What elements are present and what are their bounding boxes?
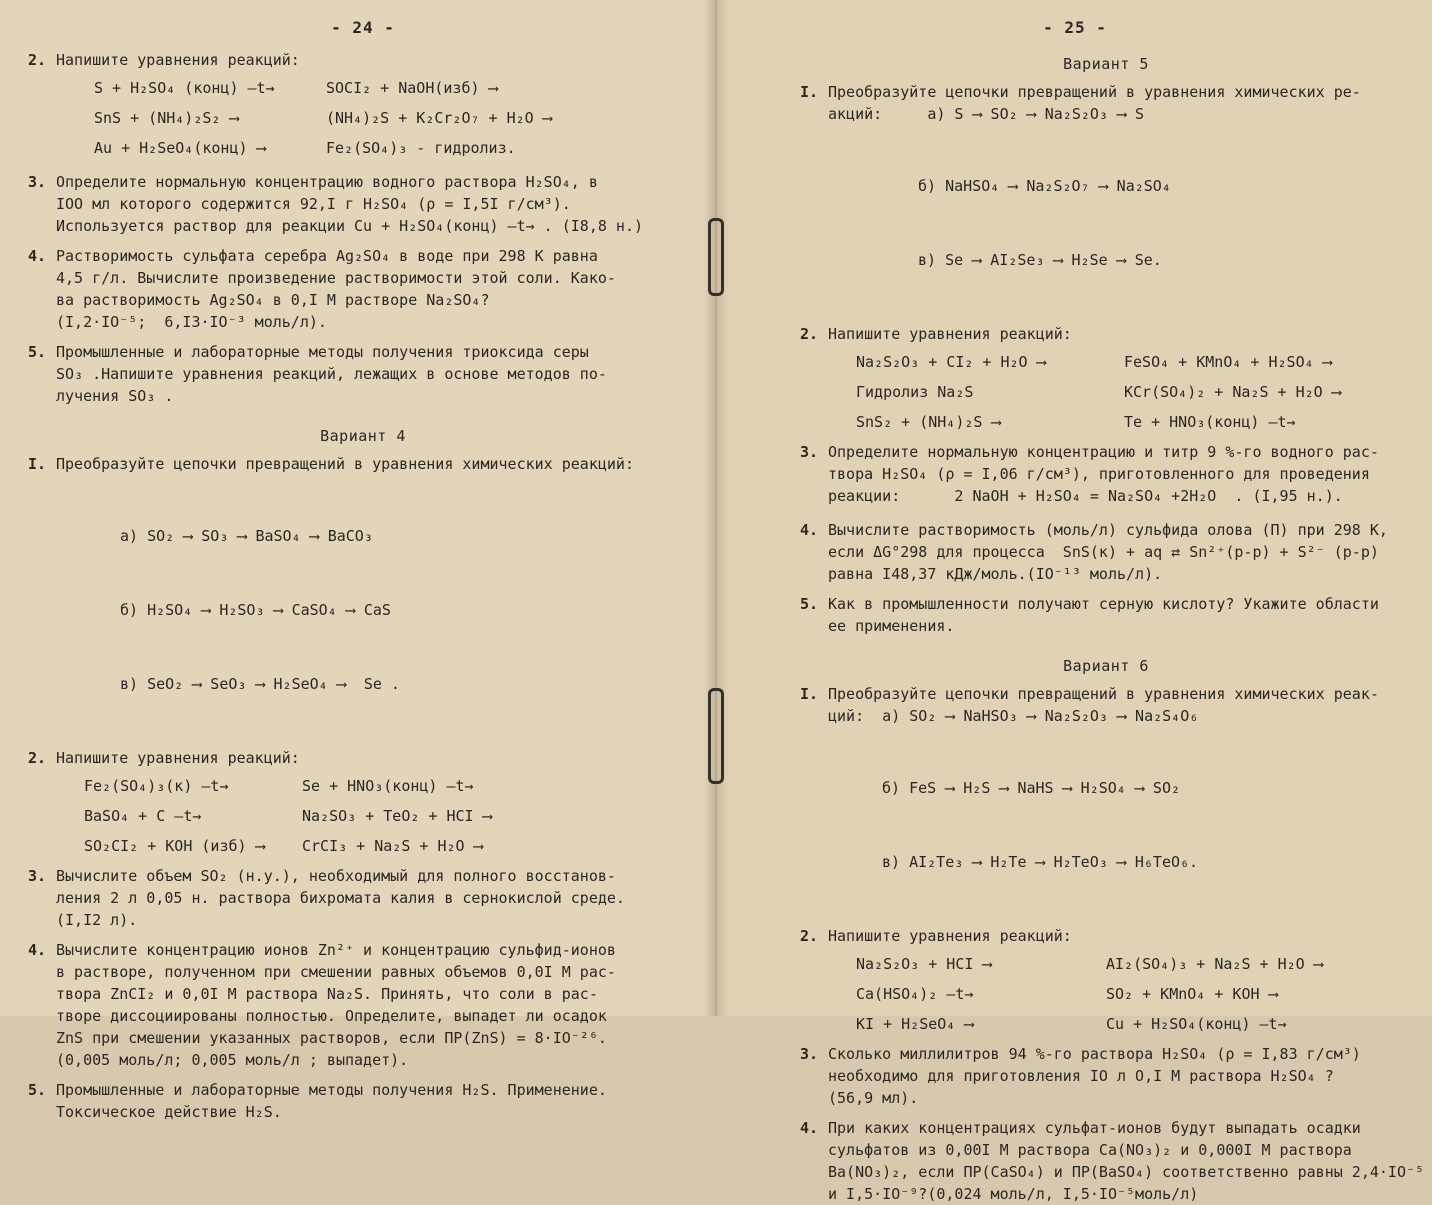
text-line: если ΔG°298 для процесса SnS(к) + aq ⇄ Sn²⁺(р-р) + S²⁻ (р-р) <box>828 543 1379 561</box>
equation: Fe₂(SO₄)₃(к) —t→ <box>84 777 229 795</box>
text-line: ций: а) SO₂ ⟶ NaHSO₃ ⟶ Na₂S₂O₃ ⟶ Na₂S₄O₆ <box>828 707 1199 725</box>
equation: Se + HNO₃(конц) —t→ <box>302 777 474 795</box>
text-line: ления 2 л 0,05 н. раствора бихромата калия в сернокислой среде. <box>56 889 625 907</box>
v6-task-1: I. Преобразуйте цепочки превращений в уравнения химических реак- ций: а) SO₂ ⟶ NaHSO₃ ⟶ Na₂S₂O₃ ⟶ Na₂S₄O₆ б) FeS ⟶ H₂S ⟶ NaHS ⟶ H₂SO₄ ⟶ SO₂ в) AI₂Te₃ ⟶ H₂Te ⟶ H₂TeO₃ ⟶ H₆TeO₆. <box>800 683 1412 925</box>
task-title: Напишите уравнения реакций: <box>828 325 1072 343</box>
text-line: Преобразуйте цепочки превращений в уравнения химических ре- <box>828 83 1361 101</box>
equation: SO₂CI₂ + KOH (изб) ⟶ <box>84 837 265 855</box>
v5-task-3: 3. Определите нормальную концентрацию и титр 9 %-го водного рас- твора H₂SO₄ (ρ = I,06 г/см³), приготовленного для проведения реакции: 2 NaOH + H₂SO₄ = Na₂SO₄ +2H₂O . (I,95 н.). <box>800 441 1412 507</box>
staple <box>708 688 724 784</box>
text-line: (0,005 моль/л; 0,005 моль/л ; выпадет). <box>56 1051 409 1069</box>
text-line: Преобразуйте цепочки превращений в уравнения химических реак- <box>828 685 1379 703</box>
text-line: ва растворимость Ag₂SO₄ в 0,I М растворе Na₂SO₄? <box>56 291 490 309</box>
equation: S + H₂SO₄ (конц) —t→ <box>94 79 275 97</box>
equation: CrCI₃ + Na₂S + H₂O ⟶ <box>302 837 483 855</box>
v6-task-4: 4. При каких концентрациях сульфат-ионов будут выпадать осадки сульфатов из 0,00I М раствора Ca(NO₃)₂ и 0,000I М раствора Ba(NO₃)₂, если ПР(CaSO₄) и ПР(BaSO₄) соответственно равны 2,4·IO⁻⁵ и I,5·IO⁻⁹?(0,024 моль/л, I,5·IO⁻⁵моль/л) <box>800 1119 1425 1203</box>
text-line: реакции: 2 NaOH + H₂SO₄ = Na₂SO₄ +2H₂O . (I,95 н.). <box>828 487 1343 505</box>
task-2: 2. Напишите уравнения реакций: S + H₂SO₄ (конц) —t→ SOCI₂ + NaOH(изб) ⟶ SnS + (NH₄)₂S₂ ⟶ (NH₄)₂S + K₂Cr₂O₇ + H₂O ⟶ Au + H₂SeO₄(конц) ⟶ Fe₂(SO₄)₃ - гидролиз. <box>28 49 698 159</box>
equation: Au + H₂SeO₄(конц) ⟶ <box>94 139 266 157</box>
v4-task-5: 5. Промышленные и лабораторные методы получения H₂S. Применение. Токсическое действие H₂S. <box>28 1079 698 1123</box>
text-line: (I,2·IO⁻⁵; 6,I3·IO⁻³ моль/л). <box>56 313 327 331</box>
reaction-chain: в) SeO₂ ⟶ SeO₃ ⟶ H₂SeO₄ ⟶ Se . <box>120 675 400 693</box>
v4-task-2: 2. Напишите уравнения реакций: Fe₂(SO₄)₃(к) —t→ Se + HNO₃(конц) —t→ BaSO₄ + C —t→ Na₂SO₃ + TeO₂ + HCI ⟶ SO₂CI₂ + KOH (изб) ⟶ CrCI₃ + Na₂S + H₂O ⟶ <box>28 747 698 857</box>
equation: Cu + H₂SO₄(конц) —t→ <box>1106 1015 1287 1033</box>
text-line: твора H₂SO₄ (ρ = I,06 г/см³), приготовленного для проведения <box>828 465 1370 483</box>
v4-task-3: 3. Вычислите объем SO₂ (н.у.), необходимый для полного восстанов- ления 2 л 0,05 н. раствора бихромата калия в сернокислой среде. (I,I2 л). <box>28 865 698 931</box>
equation: (NH₄)₂S + K₂Cr₂O₇ + H₂O ⟶ <box>326 109 552 127</box>
book-gutter <box>703 0 729 1016</box>
text-line: необходимо для приготовления IO л O,I М раствора H₂SO₄ ? <box>828 1067 1334 1085</box>
equation: FeSO₄ + KMnO₄ + H₂SO₄ ⟶ <box>1124 353 1332 371</box>
equation: Na₂S₂O₃ + CI₂ + H₂O ⟶ <box>856 353 1046 371</box>
text-line: ZnS при смешении указанных растворов, если ПР(ZnS) = 8·IO⁻²⁶. <box>56 1029 607 1047</box>
text-line: равна I48,37 кДж/моль.(IO⁻¹³ моль/л). <box>828 565 1163 583</box>
text-line: (56,9 мл). <box>828 1089 919 1107</box>
equation: Fe₂(SO₄)₃ - гидролиз. <box>326 139 516 157</box>
page-number: - 24 - <box>331 18 395 37</box>
text-line: Определите нормальную концентрацию водного раствора H₂SO₄, в <box>56 173 598 191</box>
text-line: акций: а) S ⟶ SO₂ ⟶ Na₂S₂O₃ ⟶ S <box>828 105 1145 123</box>
task-title: Напишите уравнения реакций: <box>828 927 1072 945</box>
equation: SnS + (NH₄)₂S₂ ⟶ <box>94 109 239 127</box>
text-line: Промышленные и лабораторные методы получения триоксида серы <box>56 343 589 361</box>
v6-task-2: 2. Напишите уравнения реакций: Na₂S₂O₃ + HCI ⟶ AI₂(SO₄)₃ + Na₂S + H₂O ⟶ Ca(HSO₄)₂ —t→ SO₂ + KMnO₄ + KOH ⟶ KI + H₂SeO₄ ⟶ Cu + H₂SO₄(конц) —t→ <box>800 925 1412 1035</box>
text-line: твора ZnCI₂ и 0,0I М раствора Na₂S. Принять, что соли в рас- <box>56 985 598 1003</box>
text-line: SO₃ .Напишите уравнения реакций, лежащих в основе методов по- <box>56 365 607 383</box>
equation: BaSO₄ + C —t→ <box>84 807 202 825</box>
text-line: сульфатов из 0,00I М раствора Ca(NO₃)₂ и 0,000I М раствора <box>828 1141 1352 1159</box>
text-line: Вычислите растворимость (моль/л) сульфида олова (П) при 298 К, <box>828 521 1388 539</box>
text-line: творе диссоциированы полностью. Определите, выпадет ли осадок <box>56 1007 607 1025</box>
text-line: лучения SO₃ . <box>56 387 174 405</box>
reaction-chain: в) Se ⟶ AI₂Se₃ ⟶ H₂Se ⟶ Se. <box>918 251 1162 269</box>
v4-task-1: I. Преобразуйте цепочки превращений в уравнения химических реакций: а) SO₂ ⟶ SO₃ ⟶ BaSO₄ ⟶ BaCO₃ б) H₂SO₄ ⟶ H₂SO₃ ⟶ CaSO₄ ⟶ CaS в) SeO₂ ⟶ SeO₃ ⟶ H₂SeO₄ ⟶ Se . <box>28 453 698 747</box>
text-line: IOO мл которого содержится 92,I г H₂SO₄ (ρ = I,5I г/см³). <box>56 195 571 213</box>
v5-task-5: 5. Как в промышленности получают серную кислоту? Укажите области ее применения. <box>800 593 1412 637</box>
text-line: (I,I2 л). <box>56 911 138 929</box>
reaction-chain: б) FeS ⟶ H₂S ⟶ NaHS ⟶ H₂SO₄ ⟶ SO₂ <box>882 779 1181 797</box>
text-line: При каких концентрациях сульфат-ионов будут выпадать осадки <box>828 1119 1361 1137</box>
left-page <box>0 0 716 1121</box>
reaction-chain: б) NaHSO₄ ⟶ Na₂S₂O₇ ⟶ Na₂SO₄ <box>918 177 1171 195</box>
v5-task-2: 2. Напишите уравнения реакций: Na₂S₂O₃ + CI₂ + H₂O ⟶ FeSO₄ + KMnO₄ + H₂SO₄ ⟶ Гидролиз Na₂S KCr(SO₄)₂ + Na₂S + H₂O ⟶ SnS₂ + (NH₄)₂S ⟶ Te + HNO₃(конц) —t→ <box>800 323 1412 433</box>
text-line: Вычислите концентрацию ионов Zn²⁺ и концентрацию сульфид-ионов <box>56 941 616 959</box>
task-3: 3. Определите нормальную концентрацию водного раствора H₂SO₄, в IOO мл которого содержится 92,I г H₂SO₄ (ρ = I,5I г/см³). Используется раствор для реакции Cu + H₂SO₄(конц) —t→ . (I8,8 н.) <box>28 171 698 237</box>
v6-task-3: 3. Сколько миллилитров 94 %-го раствора H₂SO₄ (ρ = I,83 г/см³) необходимо для приготовления IO л O,I М раствора H₂SO₄ ? (56,9 мл). <box>800 1043 1412 1109</box>
text-line: Как в промышленности получают серную кислоту? Укажите области <box>828 595 1379 613</box>
equation: Na₂SO₃ + TeO₂ + HCI ⟶ <box>302 807 492 825</box>
equation: Na₂S₂O₃ + HCI ⟶ <box>856 955 992 973</box>
task-title: Напишите уравнения реакций: <box>56 51 300 69</box>
variant-title: Вариант 4 <box>320 427 406 445</box>
variant-title: Вариант 6 <box>1063 657 1149 675</box>
equation: KI + H₂SeO₄ ⟶ <box>856 1015 974 1033</box>
task-title: Напишите уравнения реакций: <box>56 749 300 767</box>
equation: KCr(SO₄)₂ + Na₂S + H₂O ⟶ <box>1124 383 1341 401</box>
task-title: Преобразуйте цепочки превращений в уравнения химических реакций: <box>56 455 634 473</box>
v4-task-4: 4. Вычислите концентрацию ионов Zn²⁺ и концентрацию сульфид-ионов в растворе, полученном при смешении равных объемов 0,0I М рас- твора ZnCI₂ и 0,0I М раствора Na₂S. Принять, что соли в рас- творе диссоциированы полностью. Определите, выпадет ли осадок ZnS при смешении указанных растворов, если ПР(ZnS) = 8·IO⁻²⁶. (0,005 моль/л; 0,005 моль/л ; выпадет). <box>28 939 698 1071</box>
text-line: и I,5·IO⁻⁹?(0,024 моль/л, I,5·IO⁻⁵моль/л) <box>828 1185 1199 1203</box>
text-line: Промышленные и лабораторные методы получения H₂S. Применение. <box>56 1081 607 1099</box>
equation: SO₂ + KMnO₄ + KOH ⟶ <box>1106 985 1278 1003</box>
equation: Ca(HSO₄)₂ —t→ <box>856 985 974 1003</box>
equation: Te + HNO₃(конц) —t→ <box>1124 413 1296 431</box>
text-line: Сколько миллилитров 94 %-го раствора H₂SO₄ (ρ = I,83 г/см³) <box>828 1045 1361 1063</box>
text-line: Растворимость сульфата серебра Ag₂SO₄ в воде при 298 К равна <box>56 247 598 265</box>
right-page <box>716 0 1432 1203</box>
text-line: 4,5 г/л. Вычислите произведение растворимости этой соли. Како- <box>56 269 616 287</box>
v5-task-1: I. Преобразуйте цепочки превращений в уравнения химических ре- акций: а) S ⟶ SO₂ ⟶ Na₂S₂O₃ ⟶ S б) NaHSO₄ ⟶ Na₂S₂O₇ ⟶ Na₂SO₄ в) Se ⟶ AI₂Se₃ ⟶ H₂Se ⟶ Se. <box>800 81 1412 323</box>
text-line: Токсическое действие H₂S. <box>56 1103 282 1121</box>
equation: AI₂(SO₄)₃ + Na₂S + H₂O ⟶ <box>1106 955 1323 973</box>
text-line: Определите нормальную концентрацию и титр 9 %-го водного рас- <box>828 443 1379 461</box>
equation: SnS₂ + (NH₄)₂S ⟶ <box>856 413 1001 431</box>
equation: SOCI₂ + NaOH(изб) ⟶ <box>326 79 498 97</box>
reaction-chain: б) H₂SO₄ ⟶ H₂SO₃ ⟶ CaSO₄ ⟶ CaS <box>120 601 391 619</box>
task-4: 4. Растворимость сульфата серебра Ag₂SO₄ в воде при 298 К равна 4,5 г/л. Вычислите произведение растворимости этой соли. Како- ва растворимость Ag₂SO₄ в 0,I М растворе Na₂SO₄? (I,2·IO⁻⁵; 6,I3·IO⁻³ моль/л). <box>28 245 698 333</box>
text-line: Вычислите объем SO₂ (н.у.), необходимый для полного восстанов- <box>56 867 616 885</box>
reaction-chain: в) AI₂Te₃ ⟶ H₂Te ⟶ H₂TeO₃ ⟶ H₆TeO₆. <box>882 853 1199 871</box>
v5-task-4: 4. Вычислите растворимость (моль/л) сульфида олова (П) при 298 К, если ΔG°298 для процесса SnS(к) + aq ⇄ Sn²⁺(р-р) + S²⁻ (р-р) равна I48,37 кДж/моль.(IO⁻¹³ моль/л). <box>800 519 1412 585</box>
staple <box>708 218 724 296</box>
page-number: - 25 - <box>1043 18 1107 37</box>
variant-title: Вариант 5 <box>1063 55 1149 73</box>
reaction-chain: а) SO₂ ⟶ SO₃ ⟶ BaSO₄ ⟶ BaCO₃ <box>120 527 373 545</box>
text-line: Используется раствор для реакции Cu + H₂SO₄(конц) —t→ . (I8,8 н.) <box>56 217 643 235</box>
text-line: в растворе, полученном при смешении равных объемов 0,0I М рас- <box>56 963 616 981</box>
text-line: Ba(NO₃)₂, если ПР(CaSO₄) и ПР(BaSO₄) соответственно равны 2,4·IO⁻⁵ <box>828 1163 1425 1181</box>
equation: Гидролиз Na₂S <box>856 383 974 401</box>
task-5: 5. Промышленные и лабораторные методы получения триоксида серы SO₃ .Напишите уравнения реакций, лежащих в основе методов по- лучения SO₃ . <box>28 341 698 407</box>
text-line: ее применения. <box>828 617 955 635</box>
